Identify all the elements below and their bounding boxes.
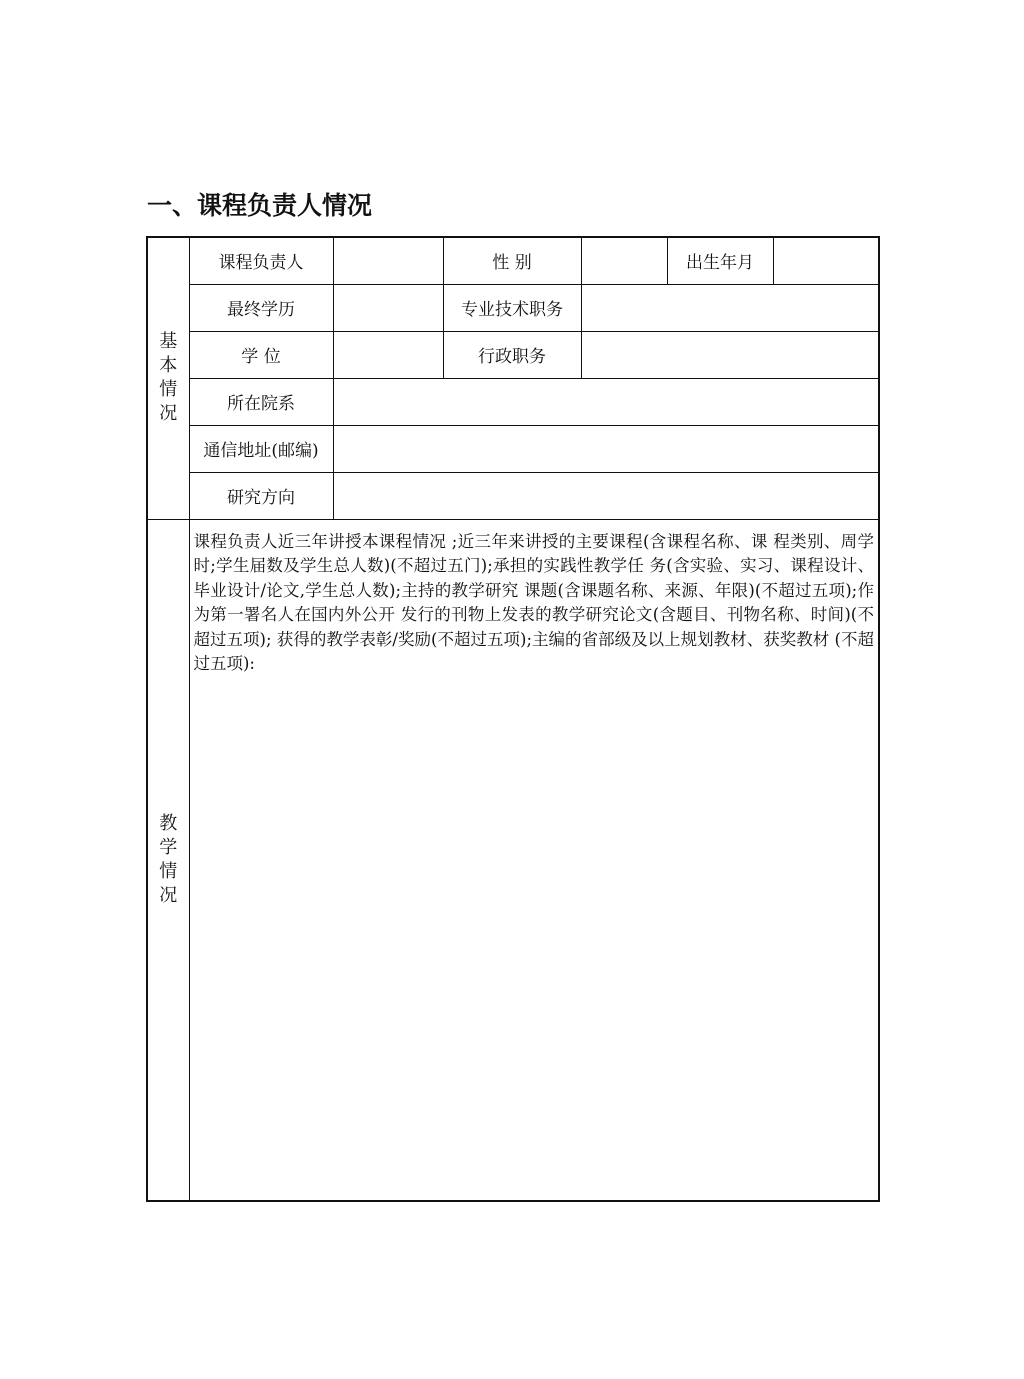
course-leader-form — [146, 236, 880, 1202]
birth-field[interactable] — [773, 237, 879, 284]
row-teaching — [147, 519, 879, 1201]
department-label: 所在院系 — [189, 378, 333, 425]
row-education — [147, 284, 879, 331]
teaching-side-label: 教学情况 — [147, 519, 189, 1201]
section-title: 一、课程负责人情况 — [147, 191, 373, 220]
professional-title-field[interactable] — [581, 284, 879, 331]
gender-field[interactable] — [581, 237, 667, 284]
row-degree — [147, 331, 879, 378]
basic-info-side-label: 基本情况 — [147, 237, 189, 519]
degree-label: 学 位 — [189, 331, 333, 378]
address-label: 通信地址(邮编) — [189, 425, 333, 472]
row-department — [147, 378, 879, 425]
row-research — [147, 472, 879, 519]
admin-position-label: 行政职务 — [443, 331, 581, 378]
address-field[interactable] — [333, 425, 879, 472]
department-field[interactable] — [333, 378, 879, 425]
row-address — [147, 425, 879, 472]
course-leader-field[interactable] — [333, 237, 443, 284]
row-leader — [147, 237, 879, 284]
teaching-content-area[interactable] — [189, 519, 879, 1201]
degree-field[interactable] — [333, 331, 443, 378]
education-label: 最终学历 — [189, 284, 333, 331]
gender-label: 性 别 — [443, 237, 581, 284]
education-field[interactable] — [333, 284, 443, 331]
admin-position-field[interactable] — [581, 331, 879, 378]
professional-title-label: 专业技术职务 — [443, 284, 581, 331]
research-direction-field[interactable] — [333, 472, 879, 519]
research-direction-label: 研究方向 — [189, 472, 333, 519]
course-leader-label: 课程负责人 — [189, 237, 333, 284]
birth-label: 出生年月 — [667, 237, 773, 284]
teaching-instructions: 课程负责人近三年讲授本课程情况 ;近三年来讲授的主要课程(含课程名称、课 程类别、周学时;学生届数及学生总人数)(不超过五门);承担的实践性教学任 务(含实验、实习、课程设计、毕业设计/论文,学生总人数);主持的教学研究 课题(含课题名称、来源、年限)(不超过五项);作为第一署名人在国内外公开 发行的刊物上发表的教学研究论文(含题目、刊物名称、时间)(不超过五项); 获得的教学表彰/奖励(不超过五项);主编的省部级及以上规划教材、获奖教材 (不超过五项): — [193, 531, 874, 673]
